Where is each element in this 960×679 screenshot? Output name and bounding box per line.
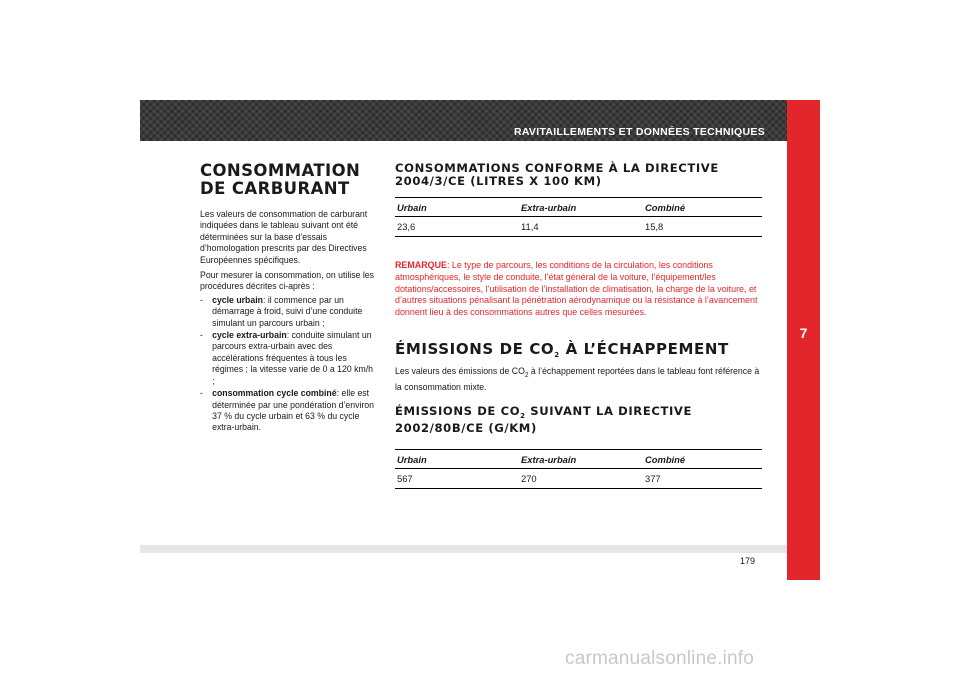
table-cell: 270 bbox=[519, 468, 643, 488]
remark-label: REMARQUE bbox=[395, 259, 447, 270]
table-cell: 377 bbox=[643, 468, 762, 488]
list-dash: - bbox=[200, 293, 203, 305]
heading-text: ÉMISSIONS DE CO bbox=[395, 403, 521, 418]
list-text: : elle est déterminée par une pondération d’environ 37 % du cycle urbain et 63 % du cycle extra-urbain. bbox=[212, 387, 374, 433]
heading-line-1: CONSOMMATION bbox=[200, 161, 361, 180]
chapter-tab bbox=[787, 100, 820, 580]
paragraph-text: Les valeurs des émissions de CO bbox=[395, 364, 525, 376]
paragraph-procedures: Pour mesurer la consommation, on utilise les procédures décrites ci-après : bbox=[200, 269, 374, 292]
subscript: 2 bbox=[554, 350, 560, 359]
list-item bbox=[200, 329, 377, 386]
page-number: 179 bbox=[740, 556, 756, 566]
section-title: RAVITAILLEMENTS ET DONNÉES TECHNIQUES bbox=[513, 126, 765, 138]
list-text: : il commence par un démarrage à froid, suivi d’une conduite simulant un parcours urbain ; bbox=[212, 293, 363, 328]
heading-text: SUIVANT LA DIRECTIVE bbox=[525, 403, 692, 418]
list-item bbox=[200, 387, 377, 433]
list-item bbox=[200, 294, 377, 328]
intro-paragraph bbox=[200, 208, 377, 433]
heading-text: À L’ÉCHAPPEMENT bbox=[559, 339, 729, 358]
table-row bbox=[395, 468, 762, 488]
column-header: Combiné bbox=[643, 449, 762, 468]
column-header: Extra-urbain bbox=[519, 449, 643, 468]
column-header: Urbain bbox=[395, 449, 519, 468]
remark-text: : Le type de parcours, les conditions de la circulation, les conditions atmosphériques, le style de conduite, l’état général de la voiture, l’équipement/les dotations/accessoires, l’utilisation de l’installation de climatisation, la charge de la voiture, et d’autres situations pénalisant la pénétration aérodynamique ou la résistance à l’avancement donnent lieu à des consommations autres que celles mesurées. bbox=[395, 259, 758, 318]
table-cell: 15,8 bbox=[643, 217, 762, 237]
watermark: carmanualsonline.info bbox=[565, 648, 755, 669]
footer-band bbox=[140, 545, 787, 553]
emissions-table-heading bbox=[395, 405, 762, 435]
heading-text: ÉMISSIONS DE CO bbox=[395, 339, 555, 358]
table-row bbox=[395, 217, 762, 237]
list-term: consommation cycle combiné bbox=[212, 387, 337, 399]
paragraph-homologation: Les valeurs de consommation de carburant indiquées dans le tableau suivant ont été déterminées sur la base d’essais d’homologation prescrits par des Directives Européennes spécifiques. bbox=[200, 208, 368, 265]
fuel-consumption-section bbox=[200, 162, 378, 437]
emissions-paragraph bbox=[395, 365, 762, 393]
column-header: Combiné bbox=[643, 198, 762, 217]
emissions-table bbox=[395, 449, 762, 489]
data-section bbox=[395, 162, 762, 489]
column-header: Urbain bbox=[395, 198, 519, 217]
heading-line-2: 2002/80B/CE (G/KM) bbox=[395, 421, 537, 436]
fuel-consumption-heading bbox=[200, 162, 378, 198]
subscript: 2 bbox=[520, 411, 526, 420]
list-dash: - bbox=[200, 329, 203, 341]
list-dash: - bbox=[200, 387, 203, 399]
paragraph-text: à l’échappement reportées dans le tableau font référence à la consommation mixte. bbox=[395, 364, 760, 393]
subscript: 2 bbox=[524, 371, 529, 379]
table-cell: 11,4 bbox=[519, 217, 643, 237]
table-cell: 23,6 bbox=[395, 217, 519, 237]
table-cell: 567 bbox=[395, 468, 519, 488]
table-header-row bbox=[395, 198, 762, 217]
consumption-table bbox=[395, 197, 762, 237]
column-header: Extra-urbain bbox=[519, 198, 643, 217]
heading-line-2: 2004/3/CE (LITRES X 100 KM) bbox=[395, 173, 602, 188]
table-header-row bbox=[395, 449, 762, 468]
remark-note bbox=[395, 259, 762, 318]
chapter-number: 7 bbox=[799, 325, 808, 341]
section-header-band bbox=[140, 100, 787, 141]
list-term: cycle extra-urbain bbox=[212, 329, 287, 341]
list-term: cycle urbain bbox=[212, 293, 263, 305]
emissions-heading bbox=[395, 340, 762, 359]
consumption-table-heading bbox=[395, 162, 762, 187]
heading-line-2: DE CARBURANT bbox=[200, 179, 350, 198]
list-text: : conduite simulant un parcours extra-urbain avec des accélérations fréquentes à tous les régimes ; la vitesse varie de 0 a 120 km/h ; bbox=[212, 329, 373, 386]
heading-line-1: CONSOMMATIONS CONFORME À LA DIRECTIVE bbox=[395, 161, 719, 175]
